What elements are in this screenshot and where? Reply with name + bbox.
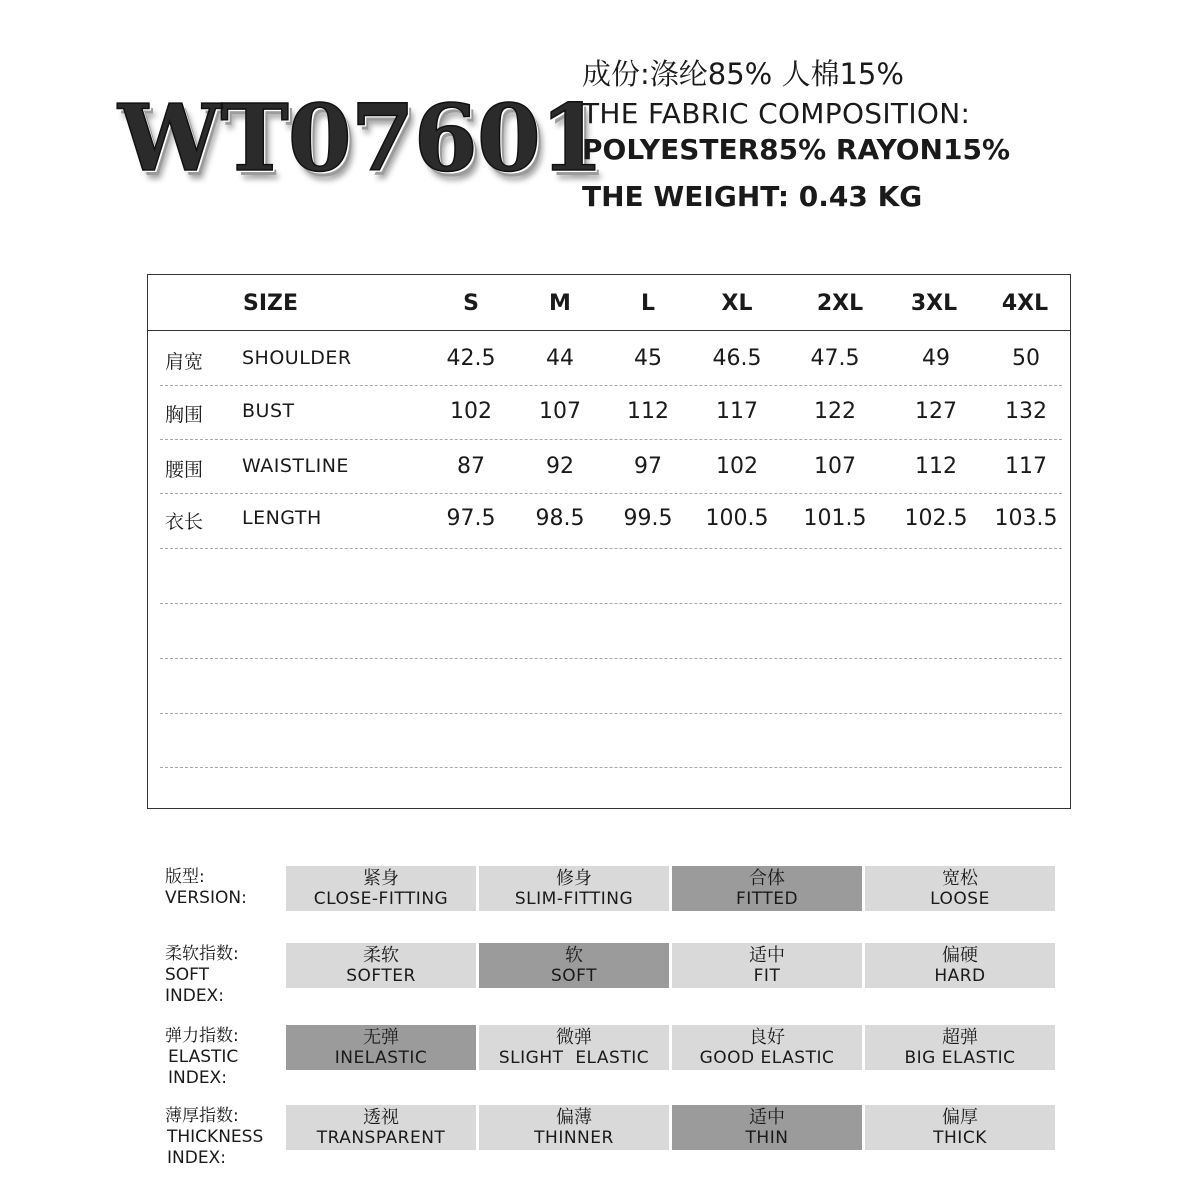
option-en: CLOSE-FITTING: [313, 889, 449, 909]
table-cell: 101.5: [803, 506, 867, 531]
row-label-en: LENGTH: [242, 507, 322, 529]
option-cn: 微弹: [556, 1027, 592, 1048]
row-divider: [160, 603, 1062, 604]
table-row-length: [148, 492, 1070, 546]
option-cn: 修身: [556, 868, 592, 889]
table-cell: 97: [634, 454, 662, 479]
option-cn: 透视: [363, 1107, 399, 1128]
index-option-selected: [286, 1025, 476, 1070]
size-col-header: 3XL: [910, 291, 958, 316]
option-cn: 适中: [749, 1107, 785, 1128]
index-label-en: VERSION:: [165, 888, 247, 908]
size-table: [147, 274, 1071, 809]
option-en: THIN: [745, 1128, 789, 1148]
option-cn: 宽松: [942, 868, 978, 889]
option-cn: 适中: [749, 945, 785, 966]
table-cell: 122: [814, 399, 856, 424]
index-label-en: INDEX:: [167, 1148, 226, 1168]
option-cn: 柔软: [363, 945, 399, 966]
index-label-thickness: [165, 1106, 263, 1169]
table-cell: 42.5: [446, 346, 496, 371]
index-option-selected: [479, 943, 669, 988]
table-cell: 112: [627, 399, 669, 424]
index-option: [672, 1025, 862, 1070]
table-cell: 97.5: [446, 506, 496, 531]
table-cell: 112: [915, 454, 957, 479]
option-en: FIT: [753, 966, 781, 986]
index-label-en: ELASTIC: [168, 1047, 239, 1067]
row-divider: [160, 658, 1062, 659]
index-option: [479, 1025, 669, 1070]
table-cell: 46.5: [712, 346, 762, 371]
composition-en-value: POLYESTER85% RAYON15%: [582, 133, 1011, 166]
index-label-en: INDEX:: [165, 986, 224, 1006]
composition-en-label: THE FABRIC COMPOSITION:: [582, 97, 971, 130]
option-en: SLIGHT ELASTIC: [498, 1048, 650, 1068]
table-cell: 132: [1005, 399, 1047, 424]
row-divider: [160, 767, 1062, 768]
table-cell: 50: [1012, 346, 1040, 371]
index-label-en: THICKNESS: [167, 1127, 264, 1147]
table-cell: 87: [457, 454, 485, 479]
size-col-header: S: [463, 291, 479, 316]
table-cell: 44: [546, 346, 574, 371]
index-label-cn: 版型:: [165, 867, 205, 887]
row-label-en: WAISTLINE: [242, 455, 349, 477]
size-col-header: 4XL: [1001, 291, 1049, 316]
option-cn: 良好: [749, 1027, 785, 1048]
size-header-row: [148, 275, 1070, 331]
composition-cn: 成份:涤纶85% 人棉15%: [582, 57, 904, 91]
size-header-label: SIZE: [243, 291, 299, 316]
row-divider: [160, 713, 1062, 714]
index-label-cn: 弹力指数:: [165, 1026, 239, 1046]
option-cn: 超弹: [942, 1027, 978, 1048]
option-en: THICK: [933, 1128, 987, 1148]
index-option: [479, 866, 669, 911]
index-option: [286, 943, 476, 988]
table-cell: 100.5: [705, 506, 769, 531]
table-cell: 102.5: [904, 506, 968, 531]
option-en: LOOSE: [930, 889, 990, 909]
table-cell: 107: [539, 399, 581, 424]
option-cn: 紧身: [363, 868, 399, 889]
table-cell: 45: [634, 346, 662, 371]
table-cell: 49: [922, 346, 950, 371]
index-option: [865, 1105, 1055, 1150]
option-en: SOFTER: [346, 966, 416, 986]
option-cn: 软: [565, 945, 583, 966]
index-label-en: INDEX:: [168, 1068, 227, 1088]
size-col-header: M: [549, 291, 571, 316]
row-divider: [160, 548, 1062, 549]
table-row-shoulder: [148, 332, 1070, 386]
table-cell: 117: [1005, 454, 1047, 479]
index-label-cn: 薄厚指数:: [165, 1106, 239, 1126]
option-en: BIG ELASTIC: [904, 1048, 1016, 1068]
index-option: [865, 943, 1055, 988]
table-cell: 47.5: [810, 346, 860, 371]
table-row-bust: [148, 385, 1070, 439]
index-label-cn: 柔软指数:: [165, 944, 239, 964]
table-cell: 103.5: [994, 506, 1058, 531]
weight-text: THE WEIGHT: 0.43 KG: [582, 180, 923, 213]
row-label-en: BUST: [242, 400, 295, 422]
option-en: HARD: [934, 966, 986, 986]
index-option: [286, 866, 476, 911]
table-cell: 92: [546, 454, 574, 479]
option-cn: 偏薄: [556, 1107, 592, 1128]
index-option: [672, 943, 862, 988]
index-option-selected: [672, 1105, 862, 1150]
option-en: THINNER: [534, 1128, 614, 1148]
index-option: [286, 1105, 476, 1150]
option-cn: 偏厚: [942, 1107, 978, 1128]
row-label-cn: 肩宽: [165, 351, 204, 373]
index-label-en: SOFT: [165, 965, 210, 985]
option-cn: 偏硬: [942, 945, 978, 966]
option-en: SOFT: [550, 966, 598, 986]
product-code-logo: WT07601: [118, 84, 603, 192]
table-row-waistline: [148, 440, 1070, 494]
table-cell: 98.5: [535, 506, 585, 531]
option-en: FITTED: [735, 889, 799, 909]
index-label-soft: [165, 944, 239, 1007]
table-cell: 102: [450, 399, 492, 424]
option-en: GOOD ELASTIC: [699, 1048, 835, 1068]
table-cell: 127: [915, 399, 957, 424]
row-label-en: SHOULDER: [242, 347, 352, 369]
row-label-cn: 胸围: [165, 404, 204, 426]
index-label-version: [165, 867, 247, 909]
index-label-elastic: [165, 1026, 239, 1089]
table-cell: 107: [814, 454, 856, 479]
size-col-header: XL: [721, 291, 753, 316]
option-cn: 合体: [749, 868, 785, 889]
index-option-selected: [672, 866, 862, 911]
table-cell: 117: [716, 399, 758, 424]
size-col-header: 2XL: [816, 291, 864, 316]
option-en: TRANSPARENT: [316, 1128, 446, 1148]
table-cell: 102: [716, 454, 758, 479]
row-label-cn: 衣长: [165, 511, 204, 533]
row-label-cn: 腰围: [165, 459, 204, 481]
option-en: SLIM-FITTING: [514, 889, 634, 909]
table-cell: 99.5: [623, 506, 673, 531]
option-en: INELASTIC: [334, 1048, 428, 1068]
index-option: [479, 1105, 669, 1150]
option-cn: 无弹: [363, 1027, 399, 1048]
index-option: [865, 866, 1055, 911]
size-col-header: L: [640, 291, 656, 316]
index-option: [865, 1025, 1055, 1070]
